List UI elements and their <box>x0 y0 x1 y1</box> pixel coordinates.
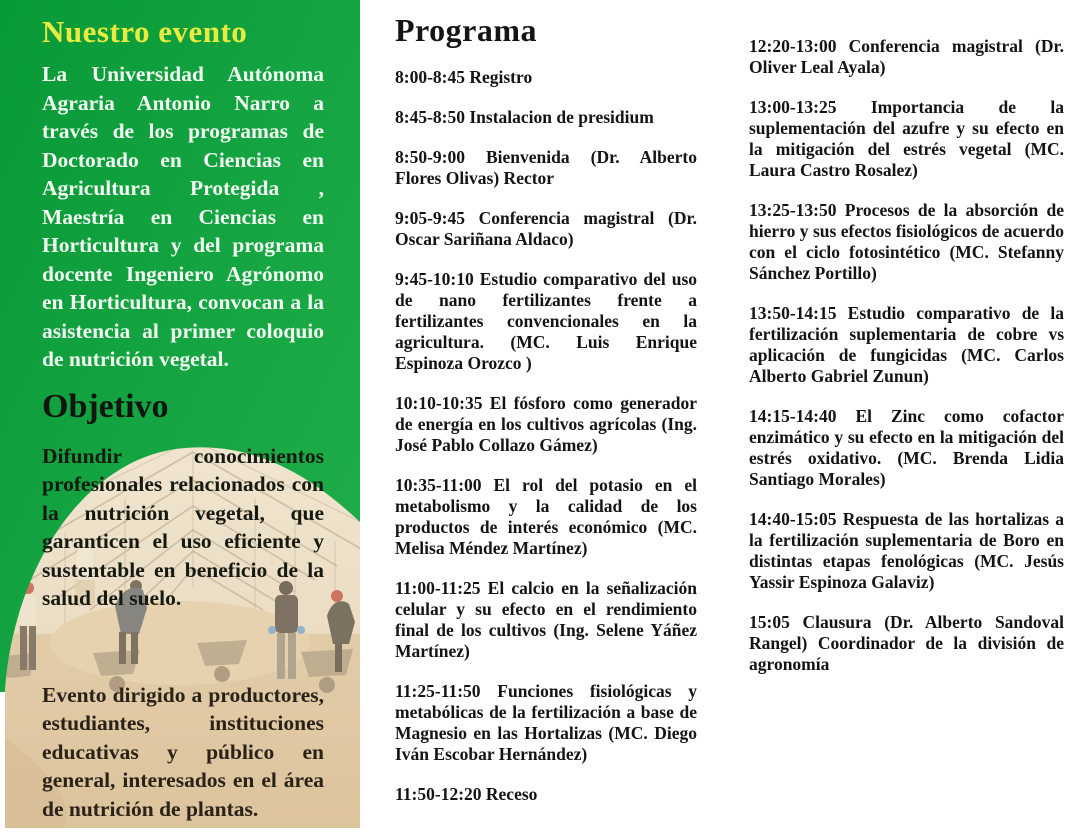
left-panel-text <box>0 0 360 834</box>
schedule-item: 10:10-10:35 El fósforo como generador de energía en los cultivos agrícolas (Ing. José Pablo Collazo Gámez) <box>395 393 697 455</box>
schedule-item: 11:50-12:20 Receso <box>395 784 538 804</box>
schedule-item: 8:45-8:50 Instalacion de presidium <box>395 107 654 127</box>
schedule-item: 11:00-11:25 El calcio en la señalización celular y su efecto en el rendimiento final de los cultivos (Ing. Selene Yáñez Martínez) <box>395 578 697 661</box>
left-panel <box>0 0 360 834</box>
objective-paragraph: Difundir conocimientos profesionales relacionados con la nutrición vegetal, que garanticen el uso eficiente y sustentable en beneficio de la salud del suelo. <box>42 443 324 610</box>
objective-title: Objetivo <box>42 387 169 425</box>
schedule-item: 10:35-11:00 El rol del potasio en el metabolismo y la calidad de los productos de interés económico (MC. Melisa Méndez Martínez) <box>395 475 697 558</box>
schedule-item: 13:00-13:25 Importancia de la suplementación del azufre y su efecto en la mitigación del estrés vegetal (MC. Laura Castro Rosalez) <box>749 97 1064 180</box>
program-title: Programa <box>395 12 538 48</box>
schedule-item: 15:05 Clausura (Dr. Alberto Sandoval Rangel) Coordinador de la división de agronomía <box>749 612 1064 674</box>
schedule-item: 8:00-8:45 Registro <box>395 67 533 87</box>
event-title: Nuestro evento <box>42 14 248 49</box>
program-column-1 <box>395 12 697 824</box>
schedule-item: 14:40-15:05 Respuesta de las hortalizas a la fertilización suplementaria de Boro en distintas etapas fenológicas (MC. Jesús Yassir Espinoza Galaviz) <box>749 509 1064 592</box>
schedule-item: 13:25-13:50 Procesos de la absorción de hierro y sus efectos fisiológicos de acuerdo con el ciclo fotosintético (MC. Stefanny Sánchez Portillo) <box>749 200 1064 283</box>
audience-paragraph: Evento dirigido a productores, estudiantes, instituciones educativas y público en general, interesados en el área de nutrición de plantas. <box>42 682 324 821</box>
schedule-item: 9:05-9:45 Conferencia magistral (Dr. Oscar Sariñana Aldaco) <box>395 208 697 249</box>
schedule-item: 13:50-14:15 Estudio comparativo de la fertilización suplementaria de cobre vs aplicación de fungicidas (MC. Carlos Alberto Gabriel Zunun) <box>749 303 1064 386</box>
event-intro-paragraph: La Universidad Autónoma Agraria Antonio Narro a través de los programas de Doctorado en Ciencias en Agricultura Protegida , Maestría en Ciencias en Horticultura y del programa docente Ingeniero Agrónomo en Horticultura, convocan a la asistencia al primer coloquio de nutrición vegetal. <box>42 62 324 371</box>
schedule-item: 8:50-9:00 Bienvenida (Dr. Alberto Flores Olivas) Rector <box>395 147 697 188</box>
program-column-2 <box>749 36 1064 694</box>
schedule-item: 11:25-11:50 Funciones fisiológicas y metabólicas de la fertilización a base de Magnesio en las Hortalizas (MC. Diego Iván Escobar Hernández) <box>395 681 697 764</box>
schedule-item: 14:15-14:40 El Zinc como cofactor enzimático y su efecto en la mitigación del estrés oxidativo. (MC. Brenda Lidia Santiago Morales) <box>749 406 1064 489</box>
schedule-item: 9:45-10:10 Estudio comparativo del uso de nano fertilizantes frente a fertilizantes convencionales en la agricultura. (MC. Luis Enrique Espinoza Orozco ) <box>395 269 697 373</box>
schedule-item: 12:20-13:00 Conferencia magistral (Dr. Oliver Leal Ayala) <box>749 36 1064 77</box>
